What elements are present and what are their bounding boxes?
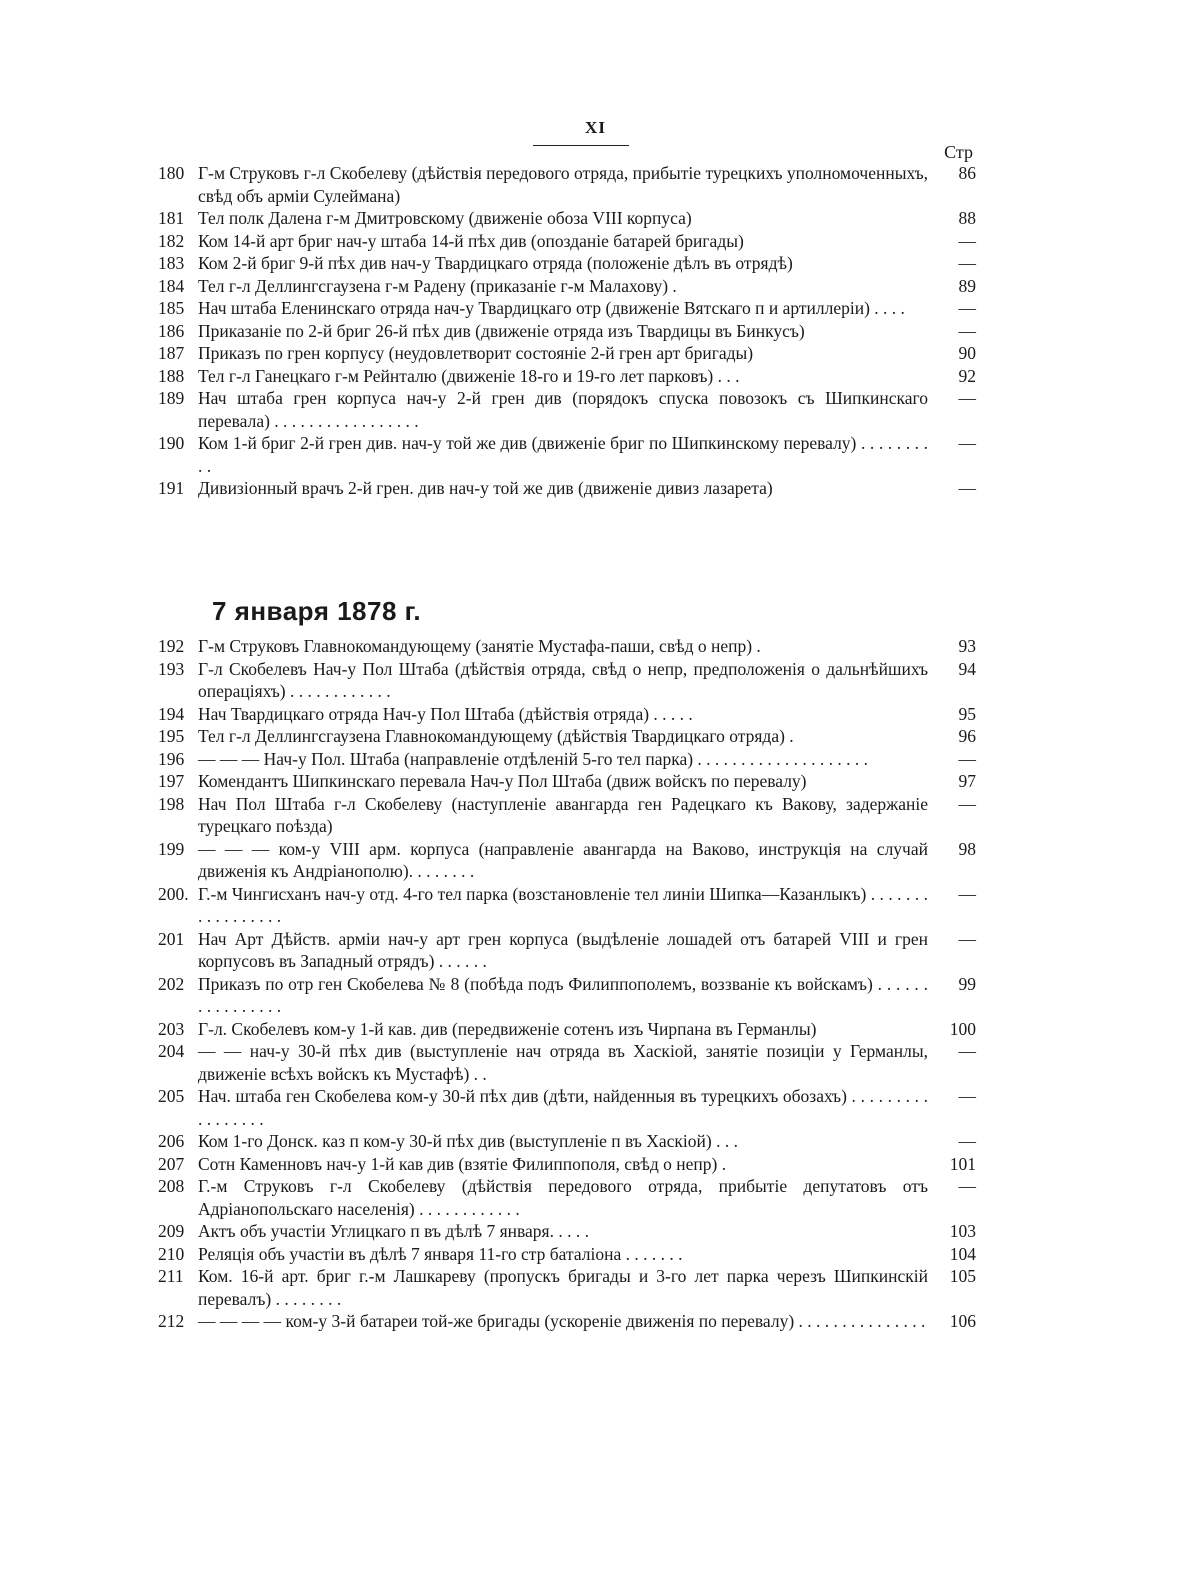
entry-page: —: [958, 883, 976, 904]
page-column-label: Стр: [944, 142, 973, 162]
entry-text: Г-м Струковъ г-л Скобелеву (дѣйствія передового отряда, прибытіе турецкихъ уполномоченныхъ, свѣд объ арміи Сулеймана): [198, 163, 928, 206]
entry-text: Тел г-л Деллингсгаузена Главнокомандующему (дѣйствія Твардицкаго отряда) .: [198, 726, 794, 746]
toc-entry: [158, 635, 980, 658]
entry-page: 90: [958, 343, 976, 363]
toc-entry: [158, 342, 980, 365]
toc-entry: [158, 973, 980, 1018]
entry-text: Нач Пол Штаба г-л Скобелеву (наступленіе авангарда ген Радецкаго къ Вакову, задержаніе турецкаго поѣзда): [198, 793, 928, 836]
toc-entry: [158, 230, 980, 253]
toc-entry: [158, 477, 980, 500]
entry-page: —: [958, 320, 976, 341]
entry-number: 196: [158, 748, 185, 769]
entry-text: — — — Нач-у Пол. Штаба (направленіе отдѣленій 5-го тел парка) . . . . . . . . . . . . . . . . . . . .: [198, 748, 869, 769]
toc-entry: [158, 320, 980, 343]
toc-entry: [158, 928, 980, 973]
entry-page: —: [958, 478, 976, 498]
entry-number: 205: [158, 1086, 185, 1106]
entry-page: —: [958, 793, 976, 814]
entry-text: Тел полк Далена г-м Дмитровскому (движеніе обоза VIII корпуса): [198, 208, 692, 228]
entry-text: Сотн Каменновъ нач-у 1-й кав див (взятіе Филиппополя, свѣд о непр) .: [198, 1153, 727, 1174]
entry-page: —: [958, 298, 976, 318]
entry-number: 182: [158, 230, 185, 251]
entry-text: Нач штаба Еленинскаго отряда нач-у Твардицкаго отр (движеніе Вятскаго п и артиллеріи) . . . .: [198, 298, 905, 318]
entry-number: 189: [158, 388, 185, 408]
entry-number: 210: [158, 1243, 185, 1264]
entry-page: —: [958, 1176, 976, 1196]
entry-page: 99: [958, 973, 976, 994]
entry-page: 101: [949, 1153, 976, 1174]
entry-text: Комендантъ Шипкинскаго перевала Нач-у Пол Штаба (движ войскъ по перевалу): [198, 771, 807, 791]
entry-text: Нач Твардицкаго отряда Нач-у Пол Штаба (дѣйствія отряда) . . . . .: [198, 703, 693, 724]
entry-text: Приказъ по отр ген Скобелева № 8 (побѣда подъ Филиппополемъ, воззваніе къ войскамъ) . . . . . . . . . . . . . . . .: [198, 973, 928, 1016]
entry-page: 105: [949, 1266, 976, 1286]
entry-number: 186: [158, 320, 185, 341]
entry-page: —: [958, 928, 976, 949]
toc-entry: [158, 1153, 980, 1176]
entry-number: 197: [158, 771, 185, 791]
toc-entry: [158, 770, 980, 793]
entry-number: 201: [158, 928, 185, 949]
entry-text: Г.-м Чингисханъ нач-у отд. 4-го тел парка (возстановленіе тел линіи Шипка—Казанлыкъ) . . . . . . . . . . . . . . . . .: [198, 883, 928, 926]
entry-number: 212: [158, 1311, 185, 1331]
toc-entry: [158, 1310, 980, 1333]
toc-section-1: [158, 162, 980, 500]
entry-number: 193: [158, 658, 185, 679]
entry-number: 185: [158, 298, 185, 318]
entry-page: 103: [949, 1221, 976, 1241]
toc-entry: [158, 703, 980, 726]
entry-page: 94: [958, 658, 976, 679]
toc-entry: [158, 1265, 980, 1310]
entry-text: Ком 1-го Донск. каз п ком-у 30-й пѣх див (выступленіе п въ Хаскіой) . . .: [198, 1131, 738, 1151]
entry-number: 192: [158, 636, 185, 656]
entry-page: —: [958, 1131, 976, 1151]
entry-number: 180: [158, 163, 185, 183]
entry-number: 200.: [158, 883, 189, 904]
toc-entry: [158, 365, 980, 388]
entry-number: 198: [158, 793, 185, 814]
entry-page: —: [958, 230, 976, 251]
entry-page: 95: [958, 703, 976, 724]
entry-number: 208: [158, 1176, 185, 1196]
entry-number: 207: [158, 1153, 185, 1174]
toc-section-2: [158, 635, 980, 1333]
toc-entry: [158, 275, 980, 298]
entry-page: 89: [958, 275, 976, 296]
toc-entry: [158, 1040, 980, 1085]
entry-page: 96: [958, 726, 976, 746]
toc-entry: [158, 1085, 980, 1130]
entry-page: 93: [958, 636, 976, 656]
entry-text: Дивизіонный врачъ 2-й грен. див нач-у той же див (движеніе дивиз лазарета): [198, 478, 773, 498]
entry-number: 181: [158, 208, 185, 228]
toc-entry: [158, 207, 980, 230]
entry-number: 183: [158, 253, 185, 273]
entry-text: Тел г-л Ганецкаго г-м Рейнталю (движеніе 18-го и 19-го лет парковъ) . . .: [198, 365, 740, 386]
toc-entry: [158, 1018, 980, 1041]
toc-entry: [158, 387, 980, 432]
toc-entry: [158, 1243, 980, 1266]
toc-entry: [158, 883, 980, 928]
entry-text: Реляція объ участіи въ дѣлѣ 7 января 11-го стр баталіона . . . . . . .: [198, 1243, 683, 1264]
entry-text: — — — ком-у VIII арм. корпуса (направленіе авангарда на Ваково, инструкція на случай движенія къ Андріанополю). . . . . . . .: [198, 838, 928, 881]
toc-entry: [158, 252, 980, 275]
toc-entry: [158, 658, 980, 703]
entry-text: Ком 2-й бриг 9-й пѣх див нач-у Твардицкаго отряда (положеніе дѣлъ въ отрядѣ): [198, 253, 793, 273]
date-heading: 7 января 1878 г.: [212, 596, 422, 626]
entry-text: Г.-м Струковъ г-л Скобелеву (дѣйствія передового отряда, прибытіе депутатовъ отъ Адріанопольскаго населенія) . . . . . . . . . . . .: [198, 1176, 928, 1219]
toc-entry: [158, 162, 980, 207]
entry-text: Приказъ по грен корпусу (неудовлетворит состояніе 2-й грен арт бригады): [198, 343, 754, 363]
toc-entry: [158, 1175, 980, 1220]
entry-page: 106: [949, 1311, 976, 1331]
entry-text: Нач Арт Дѣйств. арміи нач-у арт грен корпуса (выдѣленіе лошадей отъ батарей VIII и грен корпусовъ въ Западный отрядъ) . . . . . .: [198, 928, 928, 971]
entry-number: 195: [158, 726, 185, 746]
entry-number: 187: [158, 343, 185, 363]
entry-page: —: [958, 253, 976, 273]
entry-text: — — — — ком-у 3-й батареи той-же бригады (ускореніе движенія по перевалу) . . . . . . . . . . . . . . .: [198, 1311, 926, 1331]
toc-entry: [158, 748, 980, 771]
entry-text: Актъ объ участіи Углицкаго п въ дѣлѣ 7 января. . . . .: [198, 1221, 589, 1241]
entry-page: —: [958, 1086, 976, 1106]
page-roman-numeral: XI: [585, 118, 606, 137]
toc-entry: [158, 725, 980, 748]
entry-text: Ком 1-й бриг 2-й грен див. нач-у той же див (движеніе бриг по Шипкинскому перевалу) . . . . . . . . . .: [198, 433, 928, 476]
toc-entry: [158, 297, 980, 320]
toc-entry: [158, 838, 980, 883]
entry-number: 188: [158, 365, 185, 386]
entry-page: 86: [958, 163, 976, 183]
toc-entry: [158, 1220, 980, 1243]
entry-text: Нач. штаба ген Скобелева ком-у 30-й пѣх див (дѣти, найденныя въ турецкихъ обозахъ) . . . . . . . . . . . . . . . . .: [198, 1086, 928, 1129]
entry-number: 184: [158, 275, 185, 296]
entry-page: —: [958, 748, 976, 769]
entry-number: 202: [158, 973, 185, 994]
toc-entry: [158, 432, 980, 477]
entry-page: —: [958, 433, 976, 453]
entry-page: 97: [958, 771, 976, 791]
entry-text: Ком 14-й арт бриг нач-у штаба 14-й пѣх див (опозданіе батарей бригады): [198, 230, 744, 251]
entry-number: 209: [158, 1221, 185, 1241]
toc-entry: [158, 793, 980, 838]
entry-page: 98: [958, 838, 976, 859]
entry-page: 88: [958, 208, 976, 228]
entry-text: Г-л Скобелевъ Нач-у Пол Штаба (дѣйствія отряда, свѣд о непр, предположенія о дальнѣйшихъ операціяхъ) . . . . . . . . . . . .: [198, 658, 928, 701]
entry-number: 204: [158, 1041, 185, 1061]
toc-entry: [158, 1130, 980, 1153]
entry-number: 199: [158, 838, 185, 859]
entry-number: 203: [158, 1018, 185, 1039]
entry-number: 191: [158, 478, 185, 498]
entry-text: Ком. 16-й арт. бриг г.-м Лашкареву (пропускъ бригады и 3-го лет парка черезъ Шипкинскій перевалъ) . . . . . . . .: [198, 1266, 928, 1309]
entry-text: Приказаніе по 2-й бриг 26-й пѣх див (движеніе отряда изъ Твардицы въ Бинкусъ): [198, 320, 805, 341]
entry-page: 100: [949, 1018, 976, 1039]
entry-page: 92: [958, 365, 976, 386]
entry-page: —: [958, 1041, 976, 1061]
entry-page: 104: [949, 1243, 976, 1264]
entry-number: 211: [158, 1266, 184, 1286]
entry-text: Г-л. Скобелевъ ком-у 1-й кав. див (передвиженіе сотенъ изъ Чирпана въ Германлы): [198, 1018, 817, 1039]
entry-number: 190: [158, 433, 185, 453]
entry-text: Г-м Струковъ Главнокомандующему (занятіе Мустафа-паши, свѣд о непр) .: [198, 636, 761, 656]
entry-number: 206: [158, 1131, 185, 1151]
entry-number: 194: [158, 703, 185, 724]
entry-text: Тел г-л Деллингсгаузена г-м Радену (приказаніе г-м Малахову) .: [198, 275, 677, 296]
entry-page: —: [958, 388, 976, 408]
entry-text: Нач штаба грен корпуса нач-у 2-й грен див (порядокъ спуска повозокъ съ Шипкинскаго перевала) . . . . . . . . . . . . . . . . .: [198, 388, 928, 431]
entry-text: — — нач-у 30-й пѣх див (выступленіе нач отряда въ Хаскіой, занятіе позиціи у Германлы, движеніе всѣхъ войскъ къ Мустафѣ) . .: [198, 1041, 928, 1084]
header-rule: [533, 145, 629, 146]
